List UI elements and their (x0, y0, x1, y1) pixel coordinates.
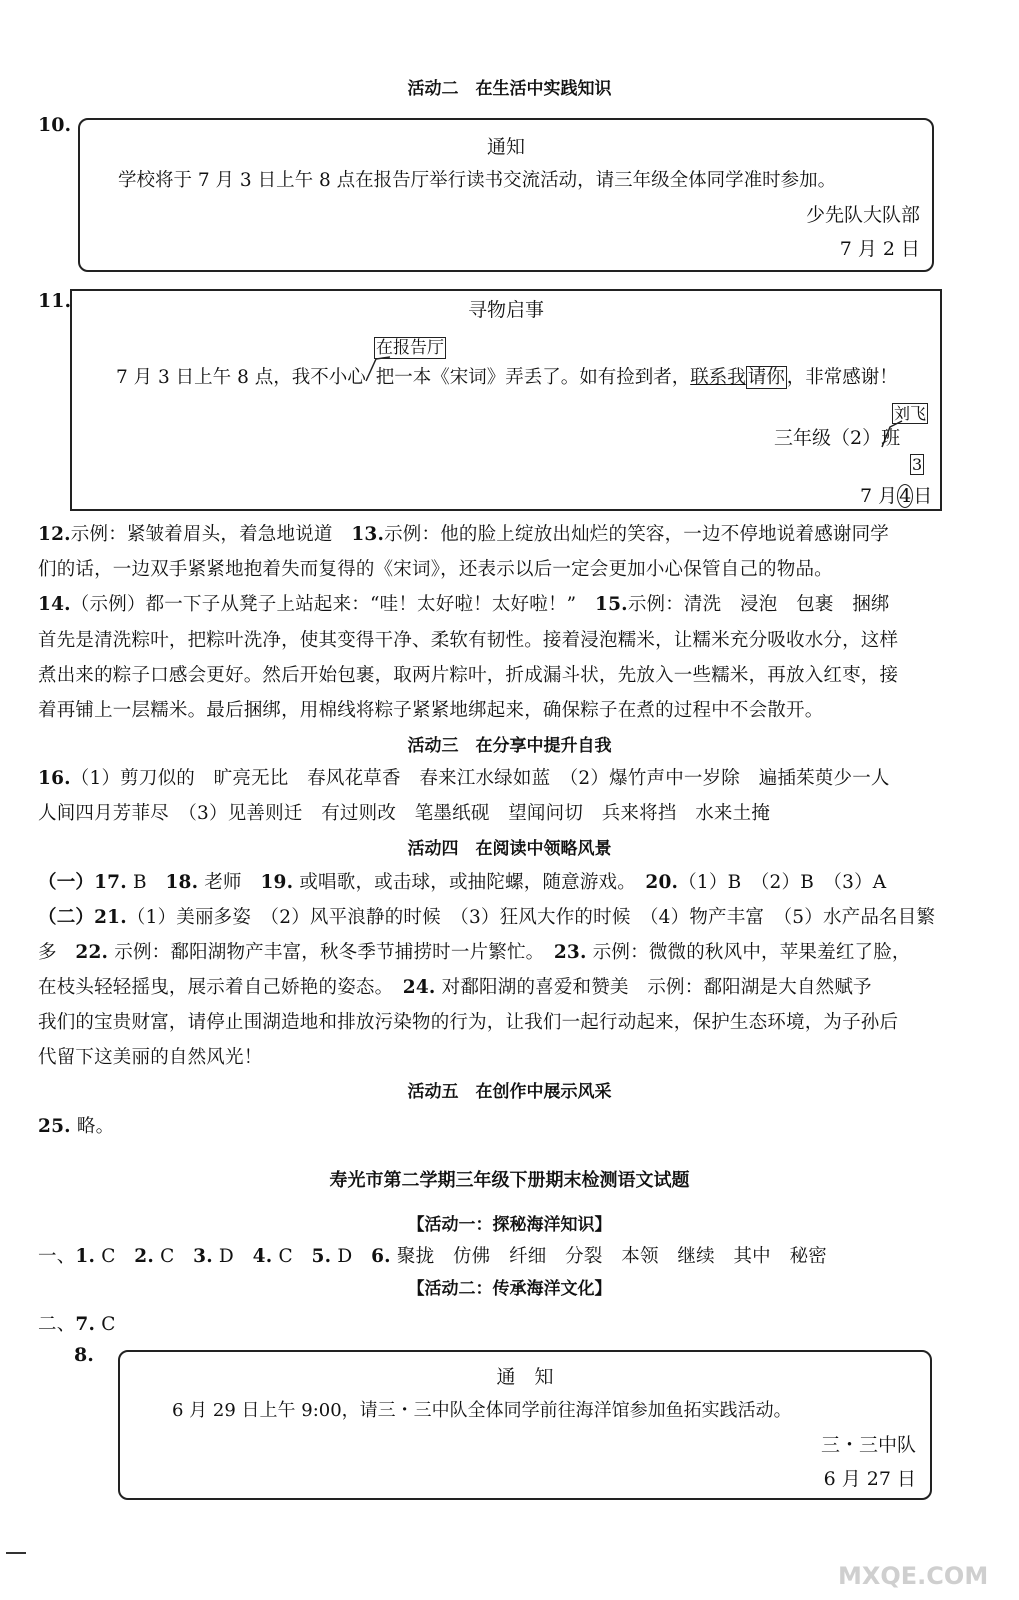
answer-16: （1）剪刀似的 旷亮无比 春风花草香 春来江水绿如蓝 （2）爆竹声中一岁除 遍插茱萸少一人 (70, 768, 890, 789)
num-18: 18. (165, 872, 199, 893)
section-1-prefix: 一、 (38, 1246, 76, 1267)
heading-activity-3: 活动三 在分享中提升自我 (407, 736, 612, 756)
date-day-corrected: 4 (899, 485, 912, 507)
answer-15-line-2: 煮出来的粽子口感会更好。然后开始包裹，取两片粽叶，折成漏斗状，先放入一些糯米，再放入红枣，接 (38, 665, 899, 686)
section-1-answers (38, 1242, 998, 1268)
num-24: 24. (402, 977, 436, 998)
heading-activity-2: 活动二 在生活中实践知识 (407, 79, 612, 99)
num-20: 20. (645, 872, 679, 893)
answer-25 (38, 1112, 998, 1138)
answer-5: D (331, 1246, 372, 1267)
answer-21-cont: 多 (38, 942, 76, 963)
answer-20: （1）B （2）B （3）A (678, 872, 887, 893)
num-4: 4. (252, 1246, 273, 1267)
answer-14: （示例）都一下子从凳子上站起来：“哇！太好啦！太好啦！” (70, 594, 596, 615)
answer-24: 对鄱阳湖的喜爱和赞美 示例：鄱阳湖是大自然赋予 (435, 977, 872, 998)
lost-notice-date (860, 481, 932, 508)
answer-21 (38, 903, 998, 929)
heading-activity-5: 活动五 在创作中展示风采 (407, 1082, 612, 1102)
lost-notice-box (70, 289, 942, 511)
answer-23-cont: 在枝头轻轻摇曳，展示着自己娇艳的姿态。 (38, 977, 403, 998)
num-13: 13. (351, 524, 385, 545)
answer-4: C (272, 1246, 312, 1267)
answer-25-text: 略。 (70, 1116, 115, 1137)
section-2-prefix: 二、 (38, 1314, 76, 1335)
num-16: 16. (38, 768, 71, 789)
num-25: 25. (38, 1116, 71, 1137)
answer-21-text: （1）美丽多姿 （2）风平浪静的时候 （3）狂风大作的时候 （4）物产丰富 （5）水产品名目繁 (126, 907, 936, 928)
answer-15-line-1: 首先是清洗粽叶，把粽叶洗净，使其变得干净、柔软有韧性。接着浸泡糯米，让糯米充分吸收水分，这样 (38, 630, 899, 651)
watermark-text: MXQE.COM (838, 1562, 989, 1590)
answer-23: 示例：微微的秋风中，苹果羞红了脸， (586, 942, 911, 963)
body-part-a: 7 月 3 日上午 8 点，我不小心 (116, 367, 366, 388)
notice-title: 通知 (486, 136, 525, 158)
correction-insert-name: 刘飞 (894, 404, 927, 423)
deleted-phrase: 联系我 (690, 367, 746, 388)
notice-box-10 (78, 118, 934, 272)
exam-title: 寿光市第二学期三年级下册期末检测语文试题 (329, 1170, 690, 1191)
notice-8-signer: 三・三中队 (820, 1434, 916, 1456)
section-2-answers (38, 1310, 998, 1336)
answer-22: 示例：鄱阳湖物产丰富，秋冬季节捕捞时一片繁忙。 (108, 942, 554, 963)
answer-14-15 (38, 590, 998, 616)
notice-signer: 少先队大队部 (805, 204, 920, 226)
lost-notice-body (116, 363, 898, 389)
answer-1: C (95, 1246, 135, 1267)
answer-7: C (95, 1314, 116, 1335)
notice-date: 7 月 2 日 (839, 238, 920, 260)
answer-17: B (126, 872, 166, 893)
answer-16-line-2: 人间四月芳菲尽 （3）见善则迁 有过则改 笔墨纸砚 望闻问切 兵来将挡 水来土掩 (38, 803, 771, 824)
correction-insert-location: 在报告厅 (376, 338, 444, 358)
num-22: 22. (75, 942, 109, 963)
answer-6: 聚拢 仿佛 纤细 分裂 本领 继续 其中 秘密 (390, 1246, 827, 1267)
question-11-number: 11. (38, 290, 72, 312)
page-edge-mark (6, 1552, 26, 1554)
num-21: 21. (94, 907, 127, 928)
notice-8-date: 6 月 27 日 (823, 1468, 916, 1490)
notice-body: 学校将于 7 月 3 日上午 8 点在报告厅举行读书交流活动，请三年级全体同学准时参加。 (118, 170, 837, 191)
section-2-title: 【活动二：传承海洋文化】 (407, 1279, 612, 1299)
answer-18: 老师 (198, 872, 261, 893)
notice-8-title: 通 知 (496, 1366, 554, 1388)
answer-2: C (153, 1246, 194, 1267)
num-3: 3. (193, 1246, 213, 1267)
answer-19: 或唱歌，或击球，或抽陀螺，随意游戏。 (293, 872, 646, 893)
answer-12: 示例：紧皱着眉头，着急地说道 (70, 524, 352, 545)
num-17: 17. (94, 872, 127, 893)
num-5: 5. (311, 1246, 332, 1267)
num-2: 2. (134, 1246, 154, 1267)
num-19: 19. (260, 872, 294, 893)
date-suffix: 日 (913, 485, 933, 507)
correction-insert-day: 3 (912, 455, 923, 474)
num-1: 1. (75, 1246, 96, 1267)
answer-13-cont: 们的话，一边双手紧紧地抱着失而复得的《宋词》，还表示以后一定会更加小心保管自己的物品。 (38, 559, 833, 580)
answer-23-24 (38, 973, 998, 999)
question-8-number: 8. (74, 1344, 94, 1366)
body-part-e: ，非常感谢！ (786, 367, 898, 388)
answer-3: D (212, 1246, 253, 1267)
notice-8-body: 6 月 29 日上午 9:00，请三・三中队全体同学前往海洋馆参加鱼拓实践活动。 (172, 1400, 792, 1421)
answer-22-23 (38, 938, 998, 964)
section-1-title: 【活动一：探秘海洋知识】 (407, 1215, 612, 1235)
heading-activity-4: 活动四 在阅读中领略风景 (407, 839, 612, 859)
num-23: 23. (553, 942, 587, 963)
correction-replacement: 请你 (747, 367, 785, 388)
question-10-number: 10. (38, 114, 72, 136)
answer-13: 示例：他的脸上绽放出灿烂的笑容，一边不停地说着感谢同学 (384, 524, 890, 545)
num-6: 6. (371, 1246, 391, 1267)
answer-24-line-2: 我们的宝贵财富，请停止围湖造地和排放污染物的行为，让我们一起行动起来，保护生态环境，为子孙后 (38, 1012, 899, 1033)
lost-notice-signer: 三年级（2）班 (774, 427, 901, 449)
answer-15-line-3: 着再铺上一层糯米。最后捆绑，用棉线将粽子紧紧地绑起来，确保粽子在煮的过程中不会散开。 (38, 700, 824, 721)
lost-notice-title: 寻物启事 (467, 299, 544, 321)
part-2: （二） (38, 907, 95, 928)
answer-15: 示例：清洗 浸泡 包裹 捆绑 (627, 594, 890, 615)
part-1: （一） (38, 872, 95, 893)
num-12: 12. (38, 524, 71, 545)
answer-12-13 (38, 520, 998, 546)
num-14: 14. (38, 594, 71, 615)
answer-17-20 (38, 868, 998, 894)
num-7: 7. (75, 1314, 96, 1335)
notice-box-8 (118, 1350, 932, 1500)
answer-24-line-3: 代留下这美丽的自然风光！ (38, 1047, 263, 1068)
answer-16-line-1 (38, 764, 998, 790)
body-part-b: 把一本《宋词》弄丢了。如有捡到者， (375, 367, 691, 388)
num-15: 15. (595, 594, 628, 615)
date-month: 7 月 (860, 485, 898, 507)
